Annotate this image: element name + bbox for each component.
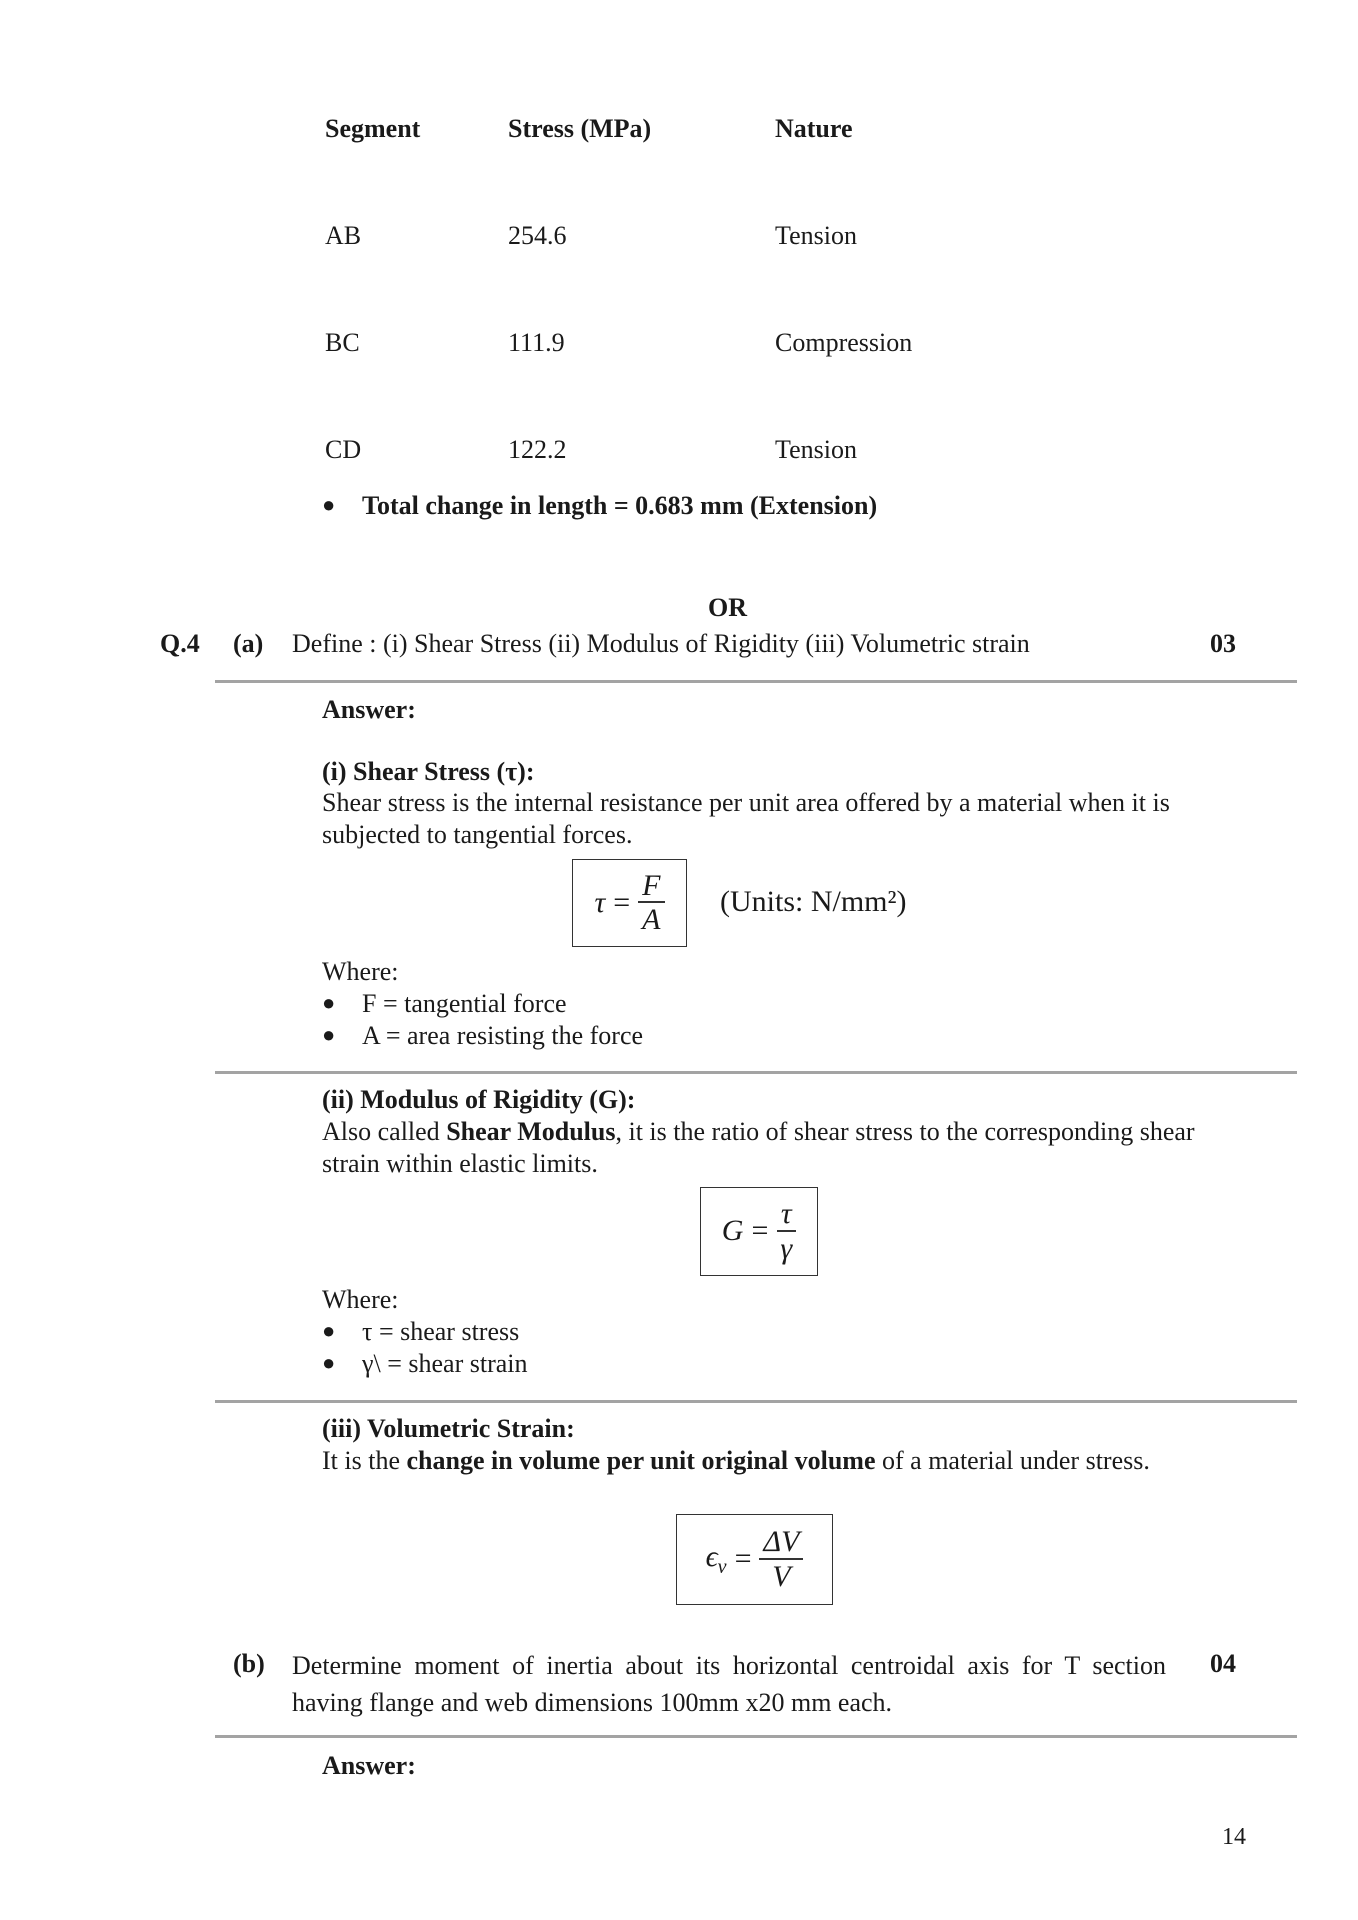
list-item-text: A = area resisting the force	[362, 1021, 644, 1050]
total-change-text: Total change in length = 0.683 mm (Extension)	[362, 491, 878, 520]
bullet-dot: ●	[322, 1350, 336, 1375]
formula-numerator: τ	[777, 1198, 796, 1232]
where-label: Where:	[322, 957, 399, 986]
divider	[215, 680, 1297, 683]
formula-denominator: A	[642, 903, 661, 937]
table-header-segment: Segment	[325, 114, 421, 143]
modulus-rigidity-heading: (ii) Modulus of Rigidity (G):	[322, 1085, 636, 1114]
table-cell-stress: 111.9	[508, 328, 565, 357]
formula-equals: =	[751, 1214, 769, 1248]
table-cell-nature: Tension	[775, 435, 857, 464]
formula-lhs-symbol: ϵ	[705, 1540, 718, 1574]
table-cell-stress: 254.6	[508, 221, 567, 250]
formula-fraction	[638, 870, 664, 937]
answer-label: Answer:	[322, 695, 416, 724]
shear-stress-text: Shear stress is the internal resistance per unit area offered by a material when it is subjected to tangential forces.	[322, 788, 1170, 849]
formula-equals: =	[734, 1542, 752, 1576]
text-bold-segment: Shear Modulus	[446, 1117, 616, 1146]
modulus-rigidity-text	[322, 1116, 1202, 1179]
units-text: (Units: N/mm²)	[720, 885, 907, 918]
formula-equals: =	[613, 885, 631, 919]
bullet-dot: ●	[322, 1022, 336, 1047]
text-segment: It is the	[322, 1446, 407, 1475]
part-a-marks: 03	[1210, 629, 1236, 658]
table-cell-nature: Compression	[775, 328, 913, 357]
formula-lhs: τ	[594, 885, 606, 919]
table-header-nature: Nature	[775, 114, 853, 143]
list-item-text: F = tangential force	[362, 989, 567, 1018]
divider	[215, 1400, 1297, 1403]
part-b-label: (b)	[233, 1649, 265, 1678]
list-item-text: τ = shear stress	[362, 1317, 520, 1346]
table-cell-segment: BC	[325, 328, 360, 357]
or-label: OR	[708, 593, 747, 622]
list-item-text: γ\ = shear strain	[362, 1349, 528, 1378]
table-cell-stress: 122.2	[508, 435, 567, 464]
part-b-question: Determine moment of inertia about its horizontal centroidal axis for T section having flange and web dimensions 100mm x20 mm each.	[292, 1651, 1166, 1717]
formula-lhs-subscript: v	[717, 1556, 727, 1579]
text-segment: of a material under stress.	[875, 1446, 1150, 1475]
formula-denominator: V	[772, 1559, 791, 1593]
divider	[215, 1071, 1297, 1074]
table-header-stress: Stress (MPa)	[508, 114, 652, 143]
list-item	[322, 1316, 519, 1348]
shear-stress-formula	[572, 859, 687, 947]
formula-denominator: γ	[780, 1231, 793, 1265]
table-cell-segment: CD	[325, 435, 362, 464]
page-number: 14	[1222, 1824, 1246, 1850]
shear-stress-heading: (i) Shear Stress (τ):	[322, 757, 535, 786]
table-cell-nature: Tension	[775, 221, 857, 250]
text-bold-segment: change in volume per unit original volume	[406, 1446, 876, 1475]
volumetric-strain-text	[322, 1445, 1202, 1477]
part-a-label: (a)	[233, 629, 264, 658]
volumetric-strain-heading: (iii) Volumetric Strain:	[322, 1414, 575, 1443]
part-a-question: Define : (i) Shear Stress (ii) Modulus of Rigidity (iii) Volumetric strain	[292, 629, 1030, 658]
question-number: Q.4	[160, 629, 200, 658]
divider	[215, 1735, 1297, 1738]
formula-fraction	[776, 1198, 796, 1265]
text-segment: , it is the ratio of shear stress to the corresponding shear strain within elastic limits.	[322, 1117, 1195, 1178]
formula-numerator: ΔV	[759, 1526, 803, 1560]
bullet-dot: ●	[322, 1318, 336, 1343]
list-item	[322, 1020, 643, 1052]
answer-label: Answer:	[322, 1751, 416, 1780]
bullet-dot: ●	[322, 990, 336, 1015]
formula-numerator: F	[638, 870, 664, 904]
table-cell-segment: AB	[325, 221, 362, 250]
list-item	[322, 988, 567, 1020]
bullet-dot: ●	[322, 492, 336, 517]
formula-fraction	[759, 1526, 803, 1593]
part-b-marks: 04	[1210, 1649, 1236, 1678]
modulus-rigidity-formula	[700, 1187, 818, 1276]
total-change-bullet	[322, 490, 877, 522]
volumetric-strain-formula	[676, 1514, 833, 1605]
formula-lhs: G	[721, 1214, 744, 1248]
where-label: Where:	[322, 1285, 399, 1314]
list-item	[322, 1348, 528, 1380]
text-segment: Also called	[322, 1117, 447, 1146]
formula-lhs	[706, 1539, 727, 1579]
